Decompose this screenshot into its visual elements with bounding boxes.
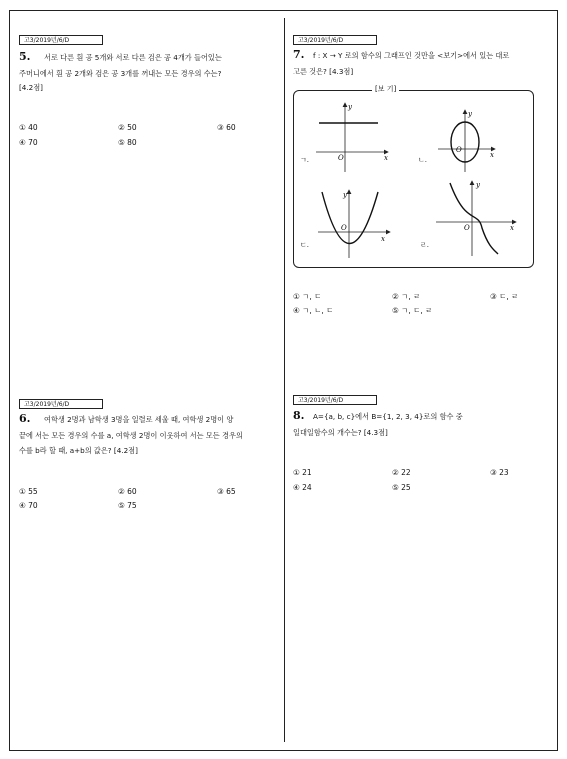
graph-a-horizontal-line <box>316 103 388 172</box>
bogi-title: [보 기] <box>372 84 399 94</box>
q6-option-2[interactable]: ② 60 <box>118 487 137 496</box>
graph-a-y-label: y <box>348 103 352 111</box>
q5-option-3[interactable]: ③ 60 <box>217 123 236 132</box>
graph-label-a: ㄱ. <box>300 156 309 164</box>
q8-option-1[interactable]: ① 21 <box>293 468 312 477</box>
graph-c-origin: O <box>341 224 347 232</box>
q5-text-line3: [4.2점] <box>19 83 43 92</box>
q7-number: 7. <box>293 48 305 61</box>
q6-option-5[interactable]: ⑤ 75 <box>118 501 137 510</box>
q7-option-4[interactable]: ④ ㄱ, ㄴ, ㄷ <box>293 306 334 315</box>
graph-d-cubic <box>436 181 516 256</box>
q5-option-2[interactable]: ② 50 <box>118 123 137 132</box>
graph-b-y-label: y <box>468 110 472 118</box>
q6-text-line2: 끝에 서는 모든 경우의 수를 a, 여학생 2명이 이웃하여 서는 모든 경우의 <box>19 431 243 440</box>
q8-option-5[interactable]: ⑤ 25 <box>392 483 411 492</box>
q8-option-3[interactable]: ③ 23 <box>490 468 509 477</box>
q6-option-1[interactable]: ① 55 <box>19 487 38 496</box>
graph-b-origin: O <box>456 146 462 154</box>
q6-option-4[interactable]: ④ 70 <box>19 501 38 510</box>
q8-option-4[interactable]: ④ 24 <box>293 483 312 492</box>
q8-option-2[interactable]: ② 22 <box>392 468 411 477</box>
graph-c-parabola <box>318 190 390 258</box>
q7-option-1[interactable]: ① ㄱ, ㄷ <box>293 292 322 301</box>
graph-c-x-label: x <box>381 235 385 243</box>
q7-source-tag: 고3/2019년/6/D <box>293 35 377 45</box>
q6-text-line3: 수를 b라 할 때, a+b의 값은? [4.2점] <box>19 446 138 455</box>
graph-d-x-label: x <box>510 224 514 232</box>
q8-text-line2: 일대일함수의 개수는? [4.3점] <box>293 428 388 437</box>
q5-number: 5. <box>19 50 31 63</box>
graph-label-d: ㄹ. <box>420 241 429 249</box>
q8-text-line1: A={a, b, c}에서 B={1, 2, 3, 4}로의 함수 중 <box>313 412 463 421</box>
q6-number: 6. <box>19 412 31 425</box>
q5-text-line2: 주머니에서 흰 공 2개와 검은 공 3개를 꺼내는 모든 경우의 수는? <box>19 69 222 78</box>
q7-option-5[interactable]: ⑤ ㄱ, ㄷ, ㄹ <box>392 306 433 315</box>
graph-b-x-label: x <box>490 151 494 159</box>
graph-b-ellipse <box>438 110 495 172</box>
q7-option-2[interactable]: ② ㄱ, ㄹ <box>392 292 421 301</box>
q6-option-3[interactable]: ③ 65 <box>217 487 236 496</box>
q5-source-tag: 고3/2019년/6/D <box>19 35 103 45</box>
graph-a-x-label: x <box>384 154 388 162</box>
q5-option-1[interactable]: ① 40 <box>19 123 38 132</box>
q5-option-5[interactable]: ⑤ 80 <box>118 138 137 147</box>
graph-c-y-label: y <box>343 191 347 199</box>
graph-d-origin: O <box>464 224 470 232</box>
graph-a-origin: O <box>338 154 344 162</box>
graph-label-b: ㄴ. <box>418 156 427 164</box>
q7-text-line1: f : X → Y 로의 함수의 그래프인 것만을 <보기>에서 있는 대로 <box>313 51 510 60</box>
graph-d-y-label: y <box>476 181 480 189</box>
q8-number: 8. <box>293 409 305 422</box>
q5-option-4[interactable]: ④ 70 <box>19 138 38 147</box>
graph-label-c: ㄷ. <box>300 241 309 249</box>
q6-text-line1: 여학생 2명과 남학생 3명을 일렬로 세울 때, 여학생 2명이 양 <box>44 415 234 424</box>
q5-text-line1: 서로 다른 흰 공 5개와 서로 다른 검은 공 4개가 들어있는 <box>44 53 222 62</box>
q6-source-tag: 고3/2019년/6/D <box>19 399 103 409</box>
q8-source-tag: 고3/2019년/6/D <box>293 395 377 405</box>
q7-option-3[interactable]: ③ ㄷ, ㄹ <box>490 292 519 301</box>
q7-text-line2: 고른 것은? [4.3점] <box>293 67 354 76</box>
